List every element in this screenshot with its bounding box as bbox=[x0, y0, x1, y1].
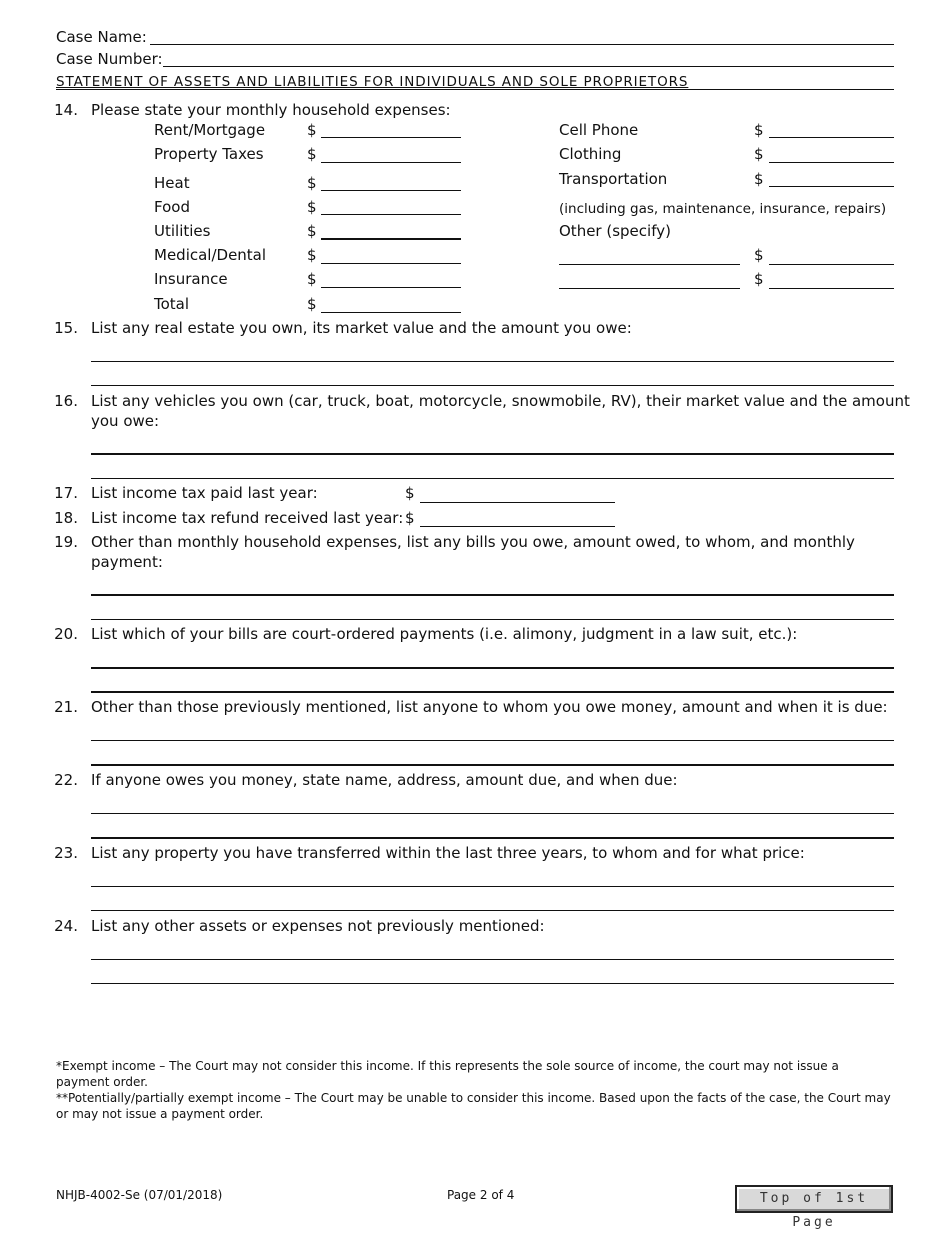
currency-symbol: $ bbox=[307, 174, 317, 192]
other-specify-label: Other (specify) bbox=[559, 222, 671, 240]
q16-answer-line[interactable] bbox=[91, 453, 894, 455]
q19-text-line2: payment: bbox=[91, 553, 163, 571]
cell-phone-amount-field[interactable] bbox=[769, 137, 894, 138]
medical-amount-field[interactable] bbox=[321, 263, 461, 264]
currency-symbol: $ bbox=[754, 145, 764, 163]
other-description-field[interactable] bbox=[559, 264, 740, 265]
q16-text-line1: List any vehicles you own (car, truck, boat, motorcycle, snowmobile, RV), their market value and the amount bbox=[91, 392, 910, 410]
q20-answer-line[interactable] bbox=[91, 691, 894, 693]
expense-label: Total bbox=[154, 295, 190, 313]
q24-answer-line[interactable] bbox=[91, 959, 894, 960]
expense-label: Medical/Dental bbox=[154, 246, 267, 264]
property-taxes-amount-field[interactable] bbox=[321, 162, 461, 163]
rent-amount-field[interactable] bbox=[321, 137, 461, 138]
case-number-field[interactable] bbox=[163, 66, 894, 67]
q22-answer-line[interactable] bbox=[91, 837, 894, 839]
currency-symbol: $ bbox=[307, 145, 317, 163]
currency-symbol: $ bbox=[754, 121, 764, 139]
clothing-amount-field[interactable] bbox=[769, 162, 894, 163]
expense-label: Heat bbox=[154, 174, 190, 192]
q19-answer-line[interactable] bbox=[91, 594, 894, 596]
q18-text: List income tax refund received last year: bbox=[91, 509, 404, 527]
q23-answer-line[interactable] bbox=[91, 886, 894, 887]
currency-symbol: $ bbox=[307, 270, 317, 288]
q16-number: 16. bbox=[54, 392, 78, 410]
q20-number: 20. bbox=[54, 625, 78, 643]
utilities-amount-field[interactable] bbox=[321, 238, 461, 240]
total-amount-field[interactable] bbox=[321, 312, 461, 313]
expense-label: Insurance bbox=[154, 270, 228, 288]
q21-text: Other than those previously mentioned, list anyone to whom you owe money, amount and when it is due: bbox=[91, 698, 888, 716]
currency-symbol: $ bbox=[405, 484, 415, 502]
footnote-partially-exempt: **Potentially/partially exempt income – The Court may be unable to consider this income. Based upon the facts of the case, the Court may or may not issue a payment order. bbox=[56, 1091, 891, 1121]
q14-number: 14. bbox=[54, 101, 78, 119]
q21-number: 21. bbox=[54, 698, 78, 716]
q15-answer-line[interactable] bbox=[91, 385, 894, 386]
q24-text: List any other assets or expenses not previously mentioned: bbox=[91, 917, 545, 935]
expense-label: Utilities bbox=[154, 222, 211, 240]
q23-text: List any property you have transferred within the last three years, to whom and for what price: bbox=[91, 844, 805, 862]
q19-answer-line[interactable] bbox=[91, 619, 894, 620]
page-number: Page 2 of 4 bbox=[447, 1188, 515, 1202]
q17-text: List income tax paid last year: bbox=[91, 484, 318, 502]
transportation-amount-field[interactable] bbox=[769, 186, 894, 187]
q23-answer-line[interactable] bbox=[91, 910, 894, 911]
q20-answer-line[interactable] bbox=[91, 667, 894, 669]
q23-number: 23. bbox=[54, 844, 78, 862]
form-id: NHJB-4002-Se (07/01/2018) bbox=[56, 1188, 223, 1202]
q21-answer-line[interactable] bbox=[91, 764, 894, 766]
q18-number: 18. bbox=[54, 509, 78, 527]
insurance-amount-field[interactable] bbox=[321, 287, 461, 288]
currency-symbol: $ bbox=[405, 509, 415, 527]
other-description-field[interactable] bbox=[559, 288, 740, 289]
case-name-label: Case Name: bbox=[56, 28, 147, 46]
transportation-note: (including gas, maintenance, insurance, repairs) bbox=[559, 201, 887, 217]
footnote-exempt: *Exempt income – The Court may not consider this income. If this represents the sole source of income, the court may not issue a payment order. bbox=[56, 1059, 839, 1089]
expense-label: Cell Phone bbox=[559, 121, 639, 139]
q24-number: 24. bbox=[54, 917, 78, 935]
income-tax-paid-field[interactable] bbox=[420, 502, 615, 503]
currency-symbol: $ bbox=[754, 246, 764, 264]
other-amount-field[interactable] bbox=[769, 264, 894, 265]
food-amount-field[interactable] bbox=[321, 214, 461, 215]
q22-answer-line[interactable] bbox=[91, 813, 894, 814]
q24-answer-line[interactable] bbox=[91, 983, 894, 984]
q15-number: 15. bbox=[54, 319, 78, 337]
q15-answer-line[interactable] bbox=[91, 361, 894, 362]
tax-refund-field[interactable] bbox=[420, 526, 615, 527]
expense-label: Property Taxes bbox=[154, 145, 264, 163]
q22-number: 22. bbox=[54, 771, 78, 789]
q14-prompt: Please state your monthly household expenses: bbox=[91, 101, 451, 119]
currency-symbol: $ bbox=[307, 198, 317, 216]
q16-answer-line[interactable] bbox=[91, 478, 894, 479]
other-amount-field[interactable] bbox=[769, 288, 894, 289]
currency-symbol: $ bbox=[754, 170, 764, 188]
expense-label: Food bbox=[154, 198, 190, 216]
expense-label: Transportation bbox=[559, 170, 668, 188]
case-name-field[interactable] bbox=[150, 44, 894, 45]
currency-symbol: $ bbox=[307, 295, 317, 313]
q16-text-line2: you owe: bbox=[91, 412, 160, 430]
title-rule bbox=[56, 89, 894, 90]
currency-symbol: $ bbox=[754, 270, 764, 288]
currency-symbol: $ bbox=[307, 121, 317, 139]
heat-amount-field[interactable] bbox=[321, 190, 461, 191]
q22-text: If anyone owes you money, state name, address, amount due, and when due: bbox=[91, 771, 678, 789]
case-number-label: Case Number: bbox=[56, 50, 163, 68]
expense-label: Clothing bbox=[559, 145, 622, 163]
currency-symbol: $ bbox=[307, 246, 317, 264]
q17-number: 17. bbox=[54, 484, 78, 502]
section-title: STATEMENT OF ASSETS AND LIABILITIES FOR INDIVIDUALS AND SOLE PROPRIETORS bbox=[56, 74, 689, 90]
q21-answer-line[interactable] bbox=[91, 740, 894, 741]
q20-text: List which of your bills are court-ordered payments (i.e. alimony, judgment in a law suit, etc.): bbox=[91, 625, 798, 643]
expense-label: Rent/Mortgage bbox=[154, 121, 266, 139]
q15-text: List any real estate you own, its market value and the amount you owe: bbox=[91, 319, 632, 337]
q19-number: 19. bbox=[54, 533, 78, 551]
q19-text-line1: Other than monthly household expenses, list any bills you owe, amount owed, to whom, and monthly bbox=[91, 533, 855, 551]
currency-symbol: $ bbox=[307, 222, 317, 240]
top-of-first-page-button[interactable]: Top of 1st Page bbox=[735, 1185, 893, 1213]
